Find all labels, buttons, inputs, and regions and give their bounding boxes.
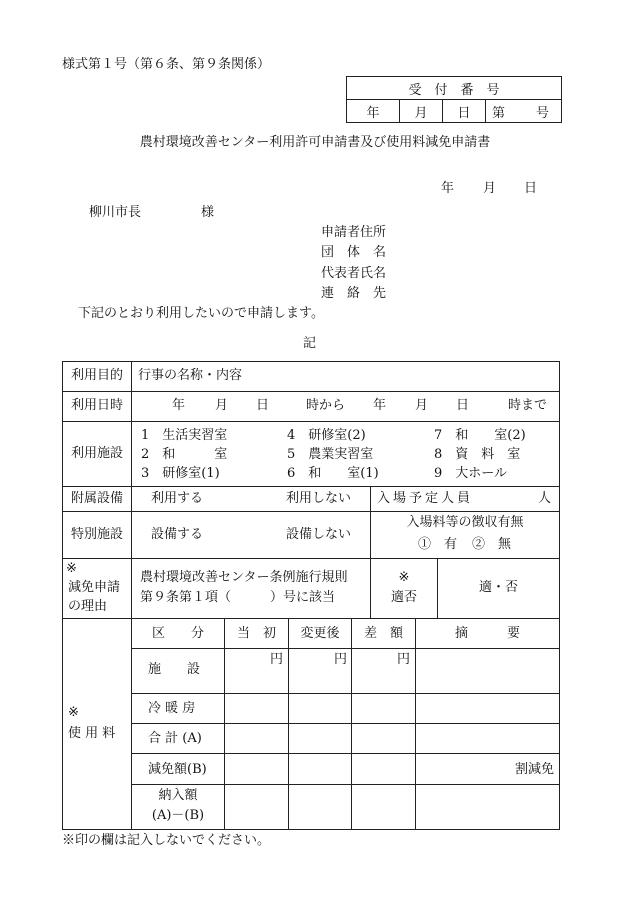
date-month: 月 [483,181,497,196]
datetime-year1: 年 [172,398,186,413]
row-nounyu-label-1: 納入額 [158,788,198,803]
row-shisetsu-label: 施 設 [148,662,201,677]
special-label: 特別施設 [70,527,123,542]
equipment-nouse: 利用しない [286,491,352,506]
expected-attendance-label: 入場予定人員 [377,491,474,506]
tekihi-mark: ※ [398,570,410,585]
yen-unit: 円 [397,652,411,667]
tekihi-value: 適・否 [478,580,518,595]
equipment-label: 附属設備 [70,491,123,506]
applicant-rep-label: 代表者氏名 [321,266,387,281]
applicant-contact-label: 連 絡 先 [321,286,387,301]
receipt-day: 日 [443,100,486,123]
equipment-use: 利用する [151,491,204,506]
persons-unit: 人 [538,491,552,506]
row-nounyu-label-2: (A)－(B) [151,808,205,823]
exemption-reason-2: 第９条第１項（ ）号に該当 [140,590,336,605]
facility-item: 4 研修室(2) [287,428,366,443]
date-day: 日 [524,181,538,196]
facility-item: 6 和 室(1) [287,466,379,481]
exemption-reason-1: 農村環境改善センター条例施行規則 [140,570,348,585]
row-danbou-label: 冷 暖 房 [148,701,196,716]
yen-unit: 円 [270,652,284,667]
facility-item: 1 生活実習室 [141,428,228,443]
facility-item: 5 農業実習室 [287,447,374,462]
datetime-until: 時まで [508,398,548,413]
facility-item: 9 大ホール [434,466,508,481]
receipt-title: 受 付 番 号 [347,77,562,100]
datetime-month2: 月 [415,398,429,413]
facility-item: 2 和 室 [141,447,228,462]
datetime-day2: 日 [456,398,470,413]
fees-label: 使 用 料 [68,726,116,741]
header-kubun: 区 分 [151,626,204,641]
warigenmen-label: 割減免 [514,762,554,777]
exemption-label-1: 減免申請 [68,580,121,595]
receipt-dai: 第 [492,105,506,121]
applicant-address-label: 申請者住所 [321,225,387,240]
datetime-from: 時から [306,398,346,413]
fee-no: ② 無 [472,537,512,552]
receipt-box [346,76,562,123]
special-equip: 設備する [151,527,204,542]
datetime-label: 利用日時 [70,398,123,413]
datetime-month1: 月 [215,398,229,413]
footnote: ※印の欄は記入しないでください。 [62,833,271,848]
facility-item: 7 和 室(2) [434,428,526,443]
page-title: 農村環境改善センター利用許可申請書及び使用料減免申請書 [139,135,491,150]
addressee-name: 柳川市長 [89,205,142,220]
special-noequip: 設備しない [286,527,352,542]
fee-collection-question: 入場料等の徴収有無 [406,515,524,530]
receipt-month: 月 [400,100,443,123]
datetime-year2: 年 [373,398,387,413]
intro-text: 下記のとおり利用したいので申請します。 [78,306,324,321]
row-goukei-label: 合 計 (A) [148,731,202,746]
tekihi-label: 適否 [390,590,417,605]
exemption-label-2: の理由 [68,599,108,614]
applicant-group-label: 団 体 名 [321,245,387,260]
form-number: 様式第１号（第６条、第９条関係） [62,57,271,72]
fees-mark: ※ [68,705,79,720]
datetime-day1: 日 [256,398,270,413]
addressee-sama: 様 [201,205,215,220]
facilities-label: 利用施設 [70,446,123,461]
yen-unit: 円 [334,652,348,667]
header-tekiyou: 摘 要 [454,626,520,641]
receipt-year: 年 [347,100,400,123]
header-sagaku: 差 額 [363,626,403,641]
receipt-go: 号 [535,105,549,121]
fee-yes: ① 有 [418,537,458,552]
ki-label: 記 [303,336,317,351]
receipt-number [486,100,562,123]
purpose-label: 利用目的 [70,368,123,383]
exemption-mark: ※ [66,561,77,576]
facility-item: 8 資 料 室 [434,447,521,462]
purpose-content-label: 行事の名称・内容 [138,368,243,383]
header-henkou: 変更後 [300,626,340,641]
row-genmen-label: 減免額(B) [148,762,207,777]
header-touso: 当 初 [236,626,276,641]
facility-item: 3 研修室(1) [141,466,220,481]
date-year: 年 [441,181,455,196]
